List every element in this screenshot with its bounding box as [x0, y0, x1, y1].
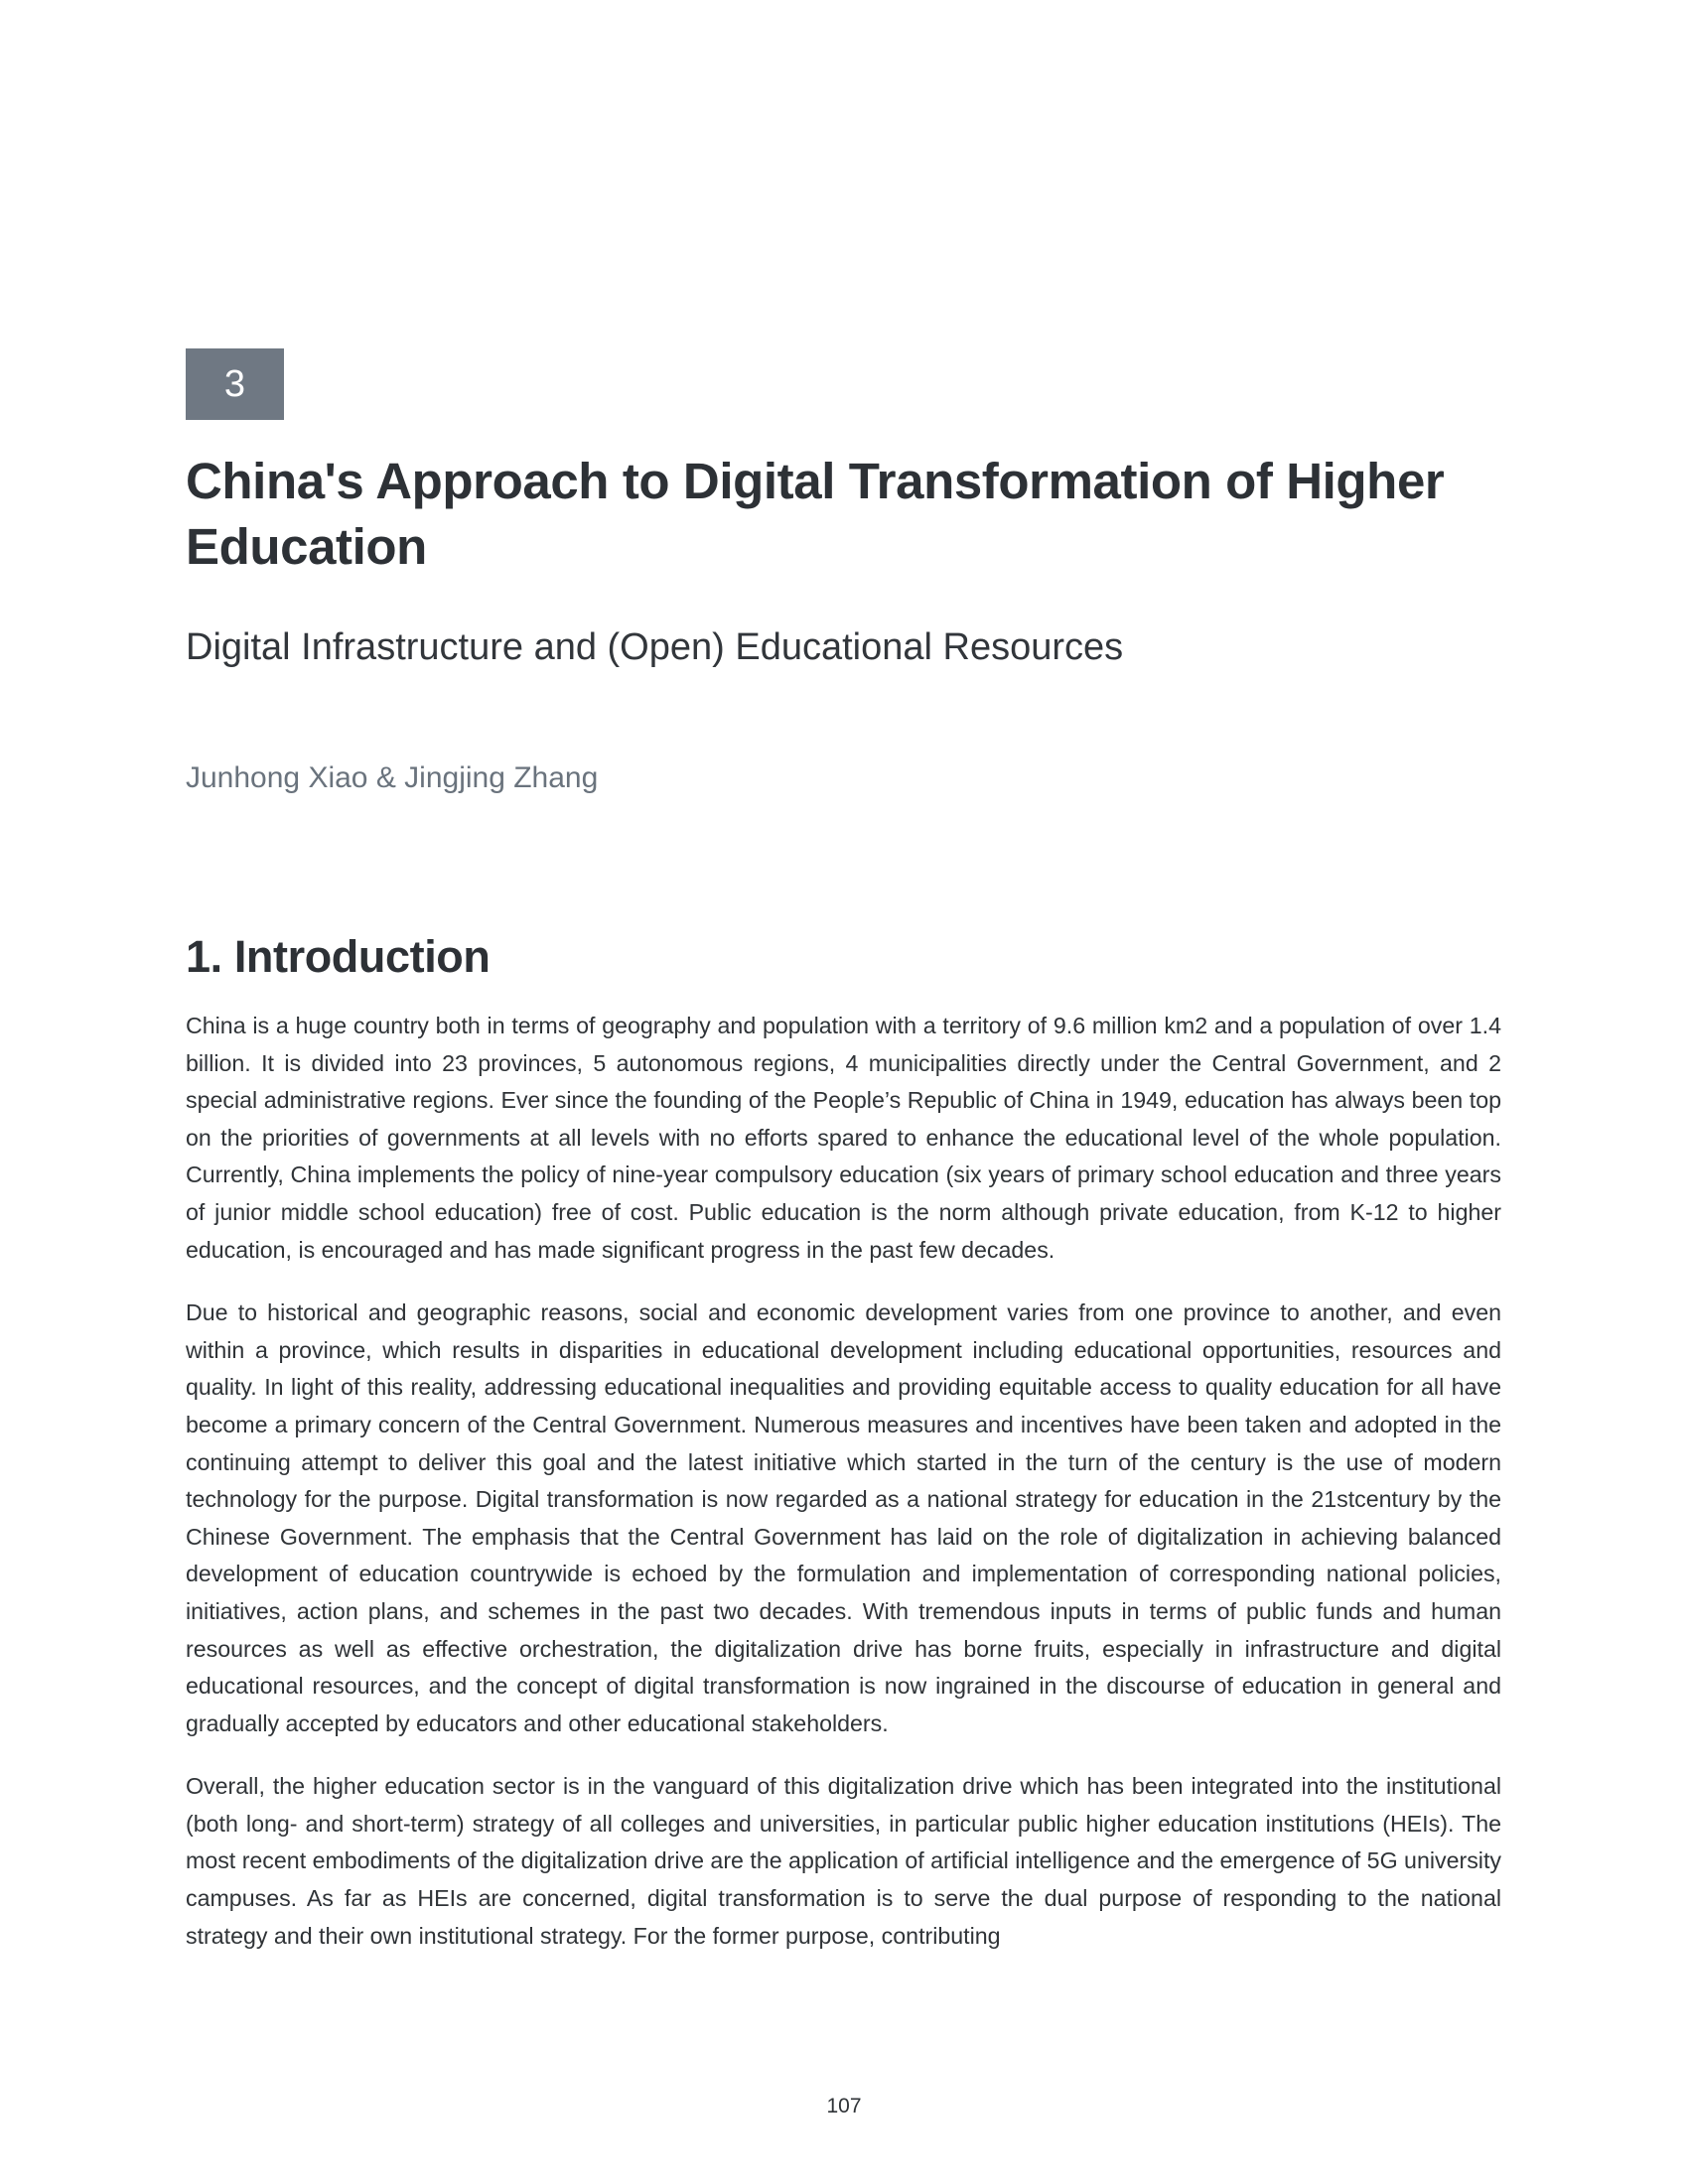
- chapter-number-badge: [186, 348, 284, 420]
- paragraph: China is a huge country both in terms of geography and population with a territory of 9.6 million km2 and a population of over 1.4 billion. It is divided into 23 provinces, 5 autonomous regions, 4 municipalities directly under the Central Government, and 2 special administrative regions. Ever since the founding of the People’s Republic of China in 1949, education has always been top on the priorities of governments at all levels with no efforts spared to enhance the educational level of the whole population. Currently, China implements the policy of nine-year compulsory education (six years of primary school education and three years of junior middle school education) free of cost. Public education is the norm although private education, from K-12 to higher education, is encouraged and has made significant progress in the past few decades.: [186, 1013, 1501, 1263]
- section-heading: 1. Introduction: [186, 931, 491, 982]
- chapter-title: China's Approach to Digital Transformation of Higher Education: [186, 453, 1445, 575]
- paragraph: Due to historical and geographic reasons, social and economic development varies from one province to another, and even within a province, which results in disparities in educational development including educational opportunities, resources and quality. In light of this reality, addressing educational inequalities and providing equitable access to quality education for all have become a primary concern of the Central Government. Numerous measures and incentives have been taken and adopted in the continuing attempt to deliver this goal and the latest initiative which started in the turn of the century is the use of modern technology for the purpose. Digital transformation is now regarded as a national strategy for education in the 21stcentury by the Chinese Government. The emphasis that the Central Government has laid on the role of digitalization in achieving balanced development of education countrywide is echoed by the formulation and implementation of corresponding national policies, initiatives, action plans, and schemes in the past two decades. With tremendous inputs in terms of public funds and human resources as well as effective orchestration, the digitalization drive has borne fruits, especially in infrastructure and digital educational resources, and the concept of digital transformation is now ingrained in the discourse of education in general and gradually accepted by educators and other educational stakeholders.: [186, 1299, 1501, 1736]
- paragraph: Overall, the higher education sector is in the vanguard of this digitalization drive which has been integrated into the institutional (both long- and short-term) strategy of all colleges and universities, in particular public higher education institutions (HEIs). The most recent embodiments of the digitalization drive are the application of artificial intelligence and the emergence of 5G university campuses. As far as HEIs are concerned, digital transformation is to serve the dual purpose of responding to the national strategy and their own institutional strategy. For the former purpose, contributing: [186, 1773, 1501, 1949]
- section-body: [186, 1008, 1501, 1980]
- chapter-number: 3: [223, 363, 246, 405]
- page-number: 107: [826, 2095, 862, 2117]
- chapter-subtitle: Digital Infrastructure and (Open) Educational Resources: [186, 626, 1124, 668]
- chapter-authors: Junhong Xiao & Jingjing Zhang: [186, 761, 599, 794]
